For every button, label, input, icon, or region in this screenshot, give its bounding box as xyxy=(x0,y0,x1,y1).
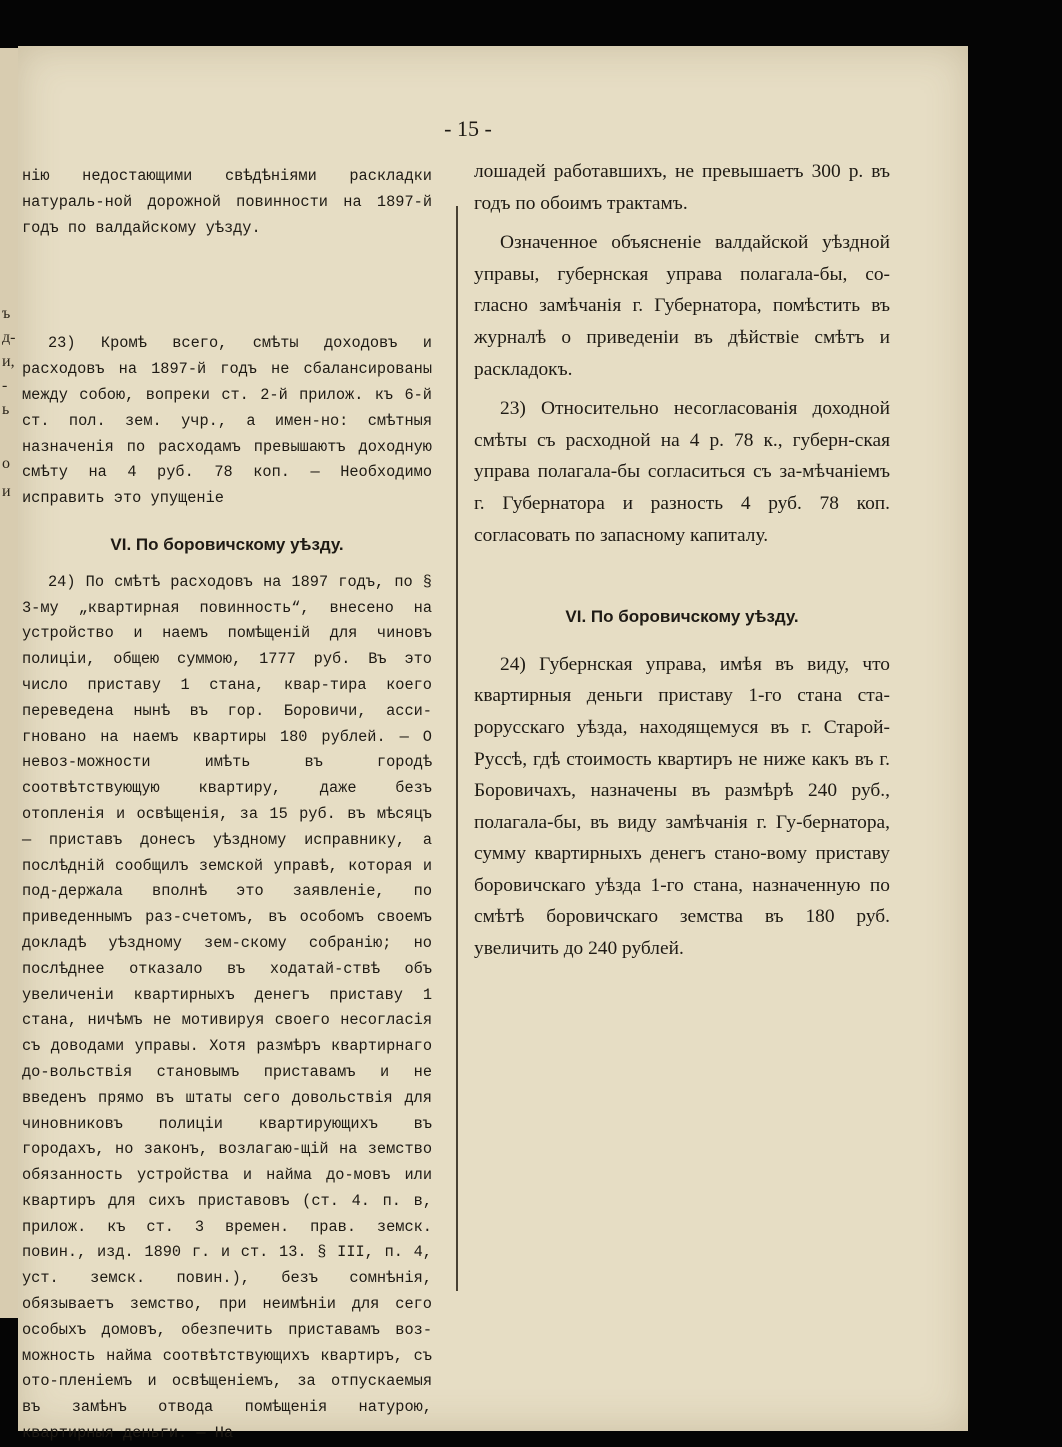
prev-page-fragment: ъ xyxy=(2,305,11,322)
document-page xyxy=(18,46,968,1443)
right-fragment-paragraph: лошадей работавшихъ, не превышаетъ 300 р. въ годъ по обоимъ трактамъ. xyxy=(474,161,890,214)
right-explanation-paragraph: Означенное объясненіе валдайской уѣздной управы, губернская управа полагала-бы, со-гласно замѣчанія г. Губернатора, помѣстить въ журналѣ о приведеніи въ дѣйствіе смѣтъ и раскладокъ. xyxy=(474,232,890,380)
left-item-24: 24) По смѣтѣ расходовъ на 1897 годъ, по § 3-му „квартирная повинность“, внесено на устройство и наемъ помѣщеній для чиновъ полиціи, общею суммою, 1777 руб. Въ это число приставу 1 стана, квар-тира коего переведена нынѣ въ гор. Боровичи, асси-гновано на наемъ квартиры 180 рублей. — О невоз-можности имѣть въ городѣ соотвѣтствующую квартиру, даже безъ отопленія и освѣщенія, за 15 руб. въ мѣсяцъ — приставъ донесъ уѣздному исправнику, а послѣдній сообщилъ земской управѣ, которая и под-держала вполнѣ это заявленіе, по приведеннымъ раз-счетомъ, въ особомъ своемъ докладѣ уѣздному зем-скому собранію; но послѣднее отказало въ ходатай-ствѣ объ увеличеніи квартирныхъ денегъ приставу 1 стана, ничѣмъ не мотивируя своего несогласія съ доводами управы. Хотя размѣръ квартирнаго до-вольствія становымъ приставамъ и не введенъ прямо въ штаты сего довольствія для чиновниковъ полиціи квартирующихъ въ городахъ, но законъ, возлагаю-щій на земство обязанность устройства и найма до-мовъ или квартиръ для сихъ приставовъ (ст. 4. п. в, прилож. къ ст. 3 времен. прав. земск. повин., изд. 1890 г. и ст. 13. § III, п. 4, уст. земск. повин.), безъ сомнѣнія, обязываетъ земство, при неимѣніи для сего особыхъ домовъ, обезпечить приставамъ воз-можность найма соотвѣтствующихъ квартиръ, съ ото-пленіемъ и освѣщеніемъ, за отпускаемыя въ замѣнъ отвода помѣщенія натурою, квартирныя деньги. — На xyxy=(22,572,432,1443)
right-section-heading: VI. По боровичскому уѣзду. xyxy=(565,607,799,627)
left-item-23: 23) Кромѣ всего, смѣты доходовъ и расходовъ на 1897-й годъ не сбалансированы между собою, вопреки ст. 2-й прилож. къ 6-й ст. пол. зем. учр., а имен-но: смѣтныя назначенія по расходамъ превышаютъ доходную смѣту на 4 руб. 78 коп. — Необходимо исправить это упущеніе xyxy=(22,334,432,508)
left-column xyxy=(22,164,432,1447)
prev-page-fragment: о xyxy=(2,455,10,472)
left-section-heading: VI. По боровичскому уѣзду. xyxy=(110,534,344,554)
prev-page-fragment: и xyxy=(2,483,11,500)
prev-page-fragment: - xyxy=(2,377,8,394)
right-column xyxy=(474,156,890,965)
prev-page-fragment: и, xyxy=(2,353,15,370)
column-divider xyxy=(456,206,458,1291)
page-number: - 15 - xyxy=(444,116,492,141)
left-fragment-paragraph: нію недостающими свѣдѣніями раскладки натураль-ной дорожной повинности на 1897-й годъ по валдайскому уѣзду. xyxy=(22,167,432,237)
prev-page-fragment: д- xyxy=(2,329,16,346)
spacer xyxy=(22,241,432,331)
spacer xyxy=(474,551,890,601)
right-item-23: 23) Относительно несогласованія доходной смѣты съ расходной на 4 р. 78 к., губерн-ская управа полагала-бы согласиться съ за-мѣчаніемъ г. Губернатора и разность 4 руб. 78 коп. согласовать по запасному капиталу. xyxy=(474,398,890,546)
right-item-24: 24) Губернская управа, имѣя въ виду, что квартирныя деньги приставу 1-го стана ста-рорусскаго уѣзда, находящемуся въ г. Старой-Руссѣ, гдѣ стоимость квартиръ не ниже какъ въ г. Боровичахъ, назначены въ размѣрѣ 240 руб., полагала-бы, въ виду замѣчанія г. Гу-бернатора, сумму квартирныхъ денегъ стано-вому приставу боровичскаго уѣзда 1-го стана, назначенную по смѣтѣ боровичскаго земства въ 180 руб. увеличить до 240 рублей. xyxy=(474,653,890,960)
prev-page-fragment: ь xyxy=(2,401,10,418)
